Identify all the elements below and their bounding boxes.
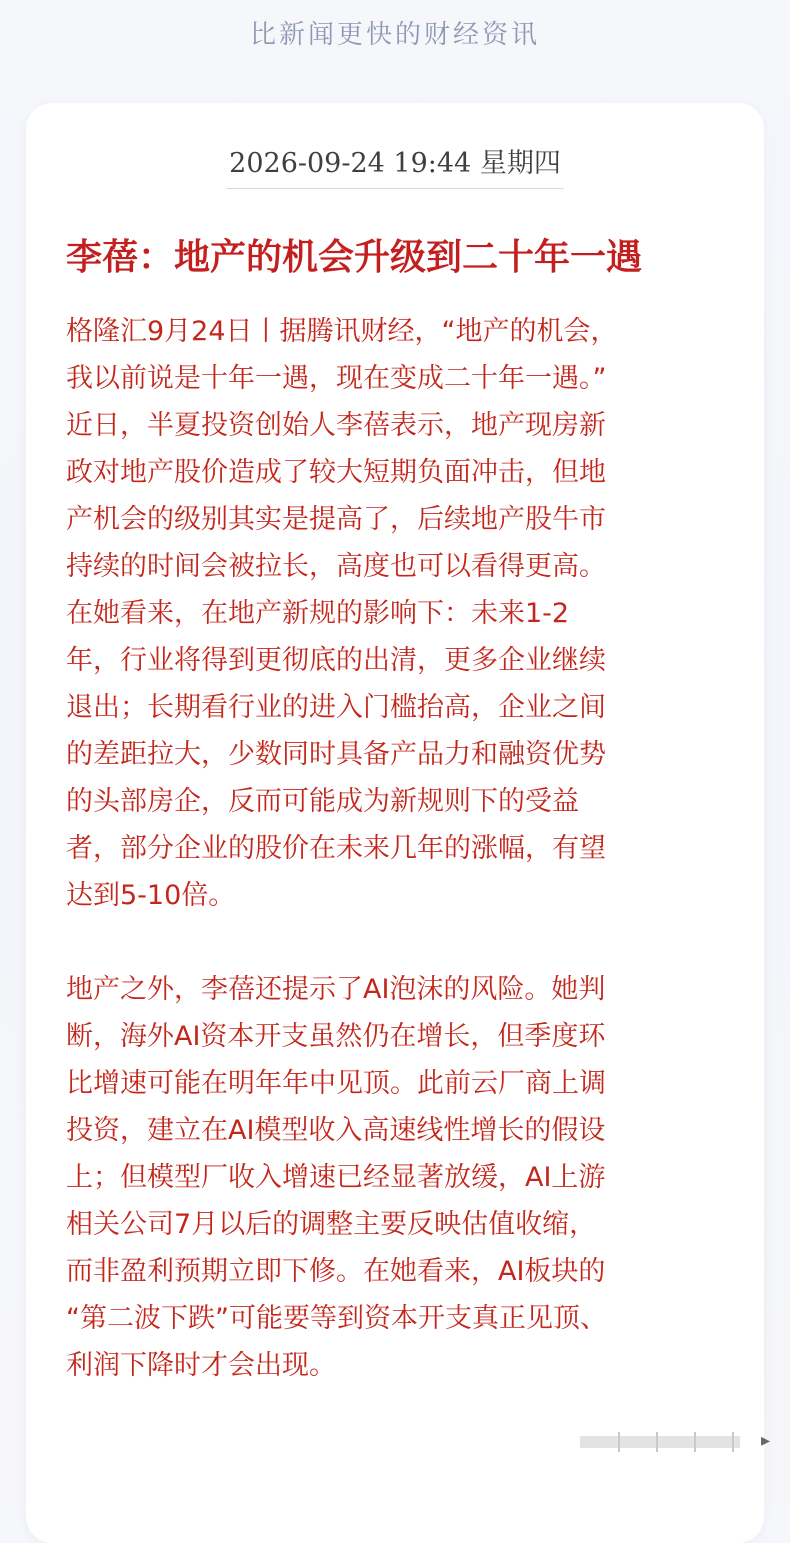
scrollbar-tick xyxy=(694,1432,696,1452)
page-tagline: 比新闻更快的财经资讯 xyxy=(249,20,540,50)
paragraph-2 xyxy=(66,966,716,1389)
paragraph-line: 的头部房企，反而可能成为新规则下的受益 xyxy=(66,786,579,817)
paragraph-1 xyxy=(66,308,716,919)
paragraph-line: 相关公司7月以后的调整主要反映估值收缩， xyxy=(66,1209,597,1240)
article-body xyxy=(66,308,716,1389)
paragraph-line: 地产之外，李蓓还提示了AI泡沫的风险。她判 xyxy=(66,974,606,1005)
paragraph-line: 持续的时间会被拉长，高度也可以看得更高。 xyxy=(66,551,606,582)
paragraph-line: 而非盈利预期立即下修。在她看来，AI板块的 xyxy=(66,1256,606,1287)
paragraph-line: 的差距拉大，少数同时具备产品力和融资优势 xyxy=(66,739,606,770)
datetime-divider xyxy=(226,188,564,189)
paragraph-line: 退出；长期看行业的进入门槛抬高，企业之间 xyxy=(66,692,606,723)
scrollbar-track xyxy=(580,1436,740,1448)
paragraph-line: 利润下降时才会出现。 xyxy=(66,1350,336,1381)
paragraph-line: “第二波下跌”可能要等到资本开支真正见顶、 xyxy=(66,1303,607,1334)
article-headline: 李蓓：地产的机会升级到二十年一遇 xyxy=(66,236,643,278)
scrollbar-tick xyxy=(656,1432,658,1452)
scrollbar-tick xyxy=(618,1432,620,1452)
paragraph-line: 格隆汇9月24日丨据腾讯财经，“地产的机会， xyxy=(66,316,618,347)
scrollbar-tick xyxy=(732,1432,734,1452)
publish-datetime: 2026-09-24 19:44 星期四 xyxy=(229,148,561,179)
article-card xyxy=(26,103,764,1543)
paragraph-line: 投资，建立在AI模型收入高速线性增长的假设 xyxy=(66,1115,606,1146)
scroll-right-icon[interactable]: ▸ xyxy=(760,1430,770,1451)
horizontal-scrollbar[interactable] xyxy=(580,1422,770,1460)
paragraph-line: 在她看来，在地产新规的影响下：未来1-2 xyxy=(66,598,570,629)
paragraph-line: 断，海外AI资本开支虽然仍在增长，但季度环 xyxy=(66,1021,606,1052)
paragraph-line: 产机会的级别其实是提高了，后续地产股牛市 xyxy=(66,504,606,535)
paragraph-line: 政对地产股价造成了较大短期负面冲击，但地 xyxy=(66,457,606,488)
paragraph-line: 者，部分企业的股价在未来几年的涨幅，有望 xyxy=(66,833,606,864)
paragraph-line: 年，行业将得到更彻底的出清，更多企业继续 xyxy=(66,645,606,676)
paragraph-line: 达到5-10倍。 xyxy=(66,880,236,911)
paragraph-spacer xyxy=(66,919,716,966)
paragraph-line: 比增速可能在明年年中见顶。此前云厂商上调 xyxy=(66,1068,606,1099)
paragraph-line: 近日，半夏投资创始人李蓓表示，地产现房新 xyxy=(66,410,606,441)
paragraph-line: 我以前说是十年一遇，现在变成二十年一遇。” xyxy=(66,363,607,394)
paragraph-line: 上；但模型厂收入增速已经显著放缓，AI上游 xyxy=(66,1162,606,1193)
